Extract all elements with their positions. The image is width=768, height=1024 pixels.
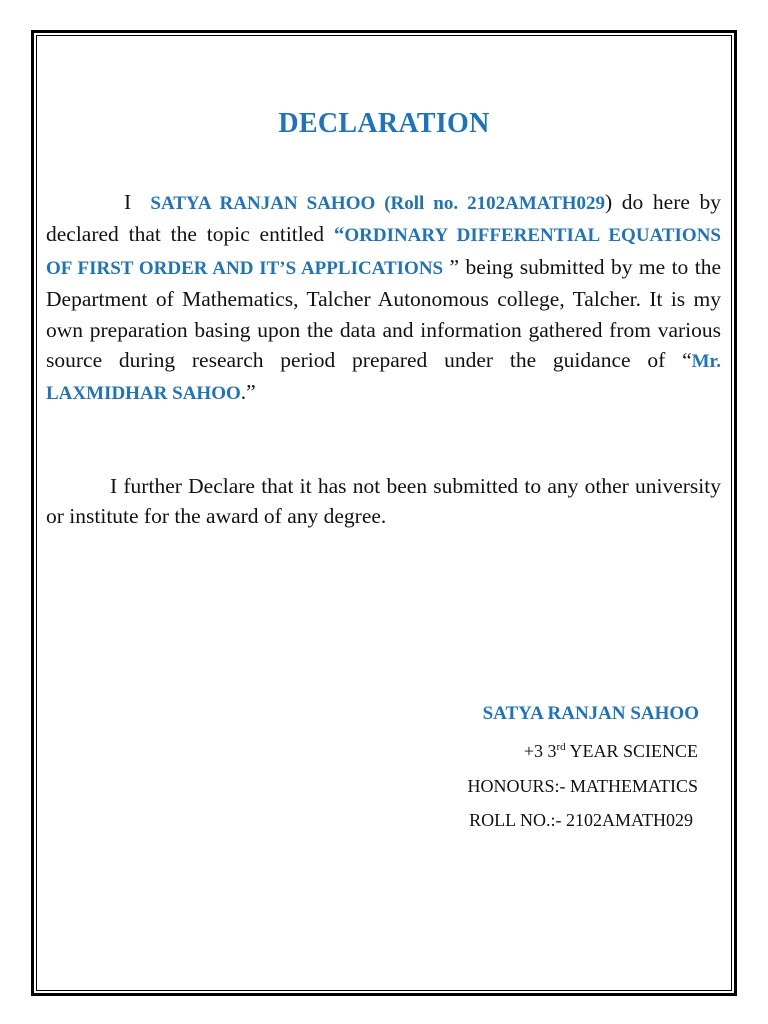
- signature-roll-number: ROLL NO.:- 2102AMATH029: [469, 810, 693, 830]
- further-declaration-paragraph: I further Declare that it has not been submitted to any other university or institute for the award of any degree.: [46, 474, 721, 529]
- project-topic: ORDINARY DIFFERENTIAL EQUATIONS OF FIRST ORDER AND IT’S APPLICATIONS: [46, 225, 721, 279]
- declaration-title: DECLARATION: [278, 108, 490, 139]
- close-paren: ): [605, 190, 613, 214]
- signature-year: [524, 741, 698, 762]
- lead-pronoun: I: [124, 190, 132, 214]
- signature-name: SATYA RANJAN SAHOO: [482, 703, 699, 724]
- student-name-roll: SATYA RANJAN SAHOO (Roll no. 2102AMATH029: [150, 193, 606, 214]
- year-prefix: +3 3: [523, 741, 557, 761]
- topic-open-quote: “: [333, 222, 345, 247]
- paragraph-text-3: .”: [240, 380, 256, 405]
- declaration-paragraph: [46, 187, 721, 410]
- guide-name: Mr. LAXMIDHAR SAHOO: [46, 351, 721, 405]
- paragraph-text-1: do here by declared that the topic entitled: [46, 190, 721, 247]
- paragraph-text-2: ” being submitted by me to the Department of Mathematics, Talcher Autonomous college, Talcher. It is my own preparation basing upon the data and information gathered from various source during research period prepared under the guidance of “: [46, 254, 721, 373]
- signature-honours: HONOURS:- MATHEMATICS: [467, 776, 698, 796]
- year-superscript: rd: [556, 741, 566, 753]
- year-suffix: YEAR SCIENCE: [565, 741, 698, 761]
